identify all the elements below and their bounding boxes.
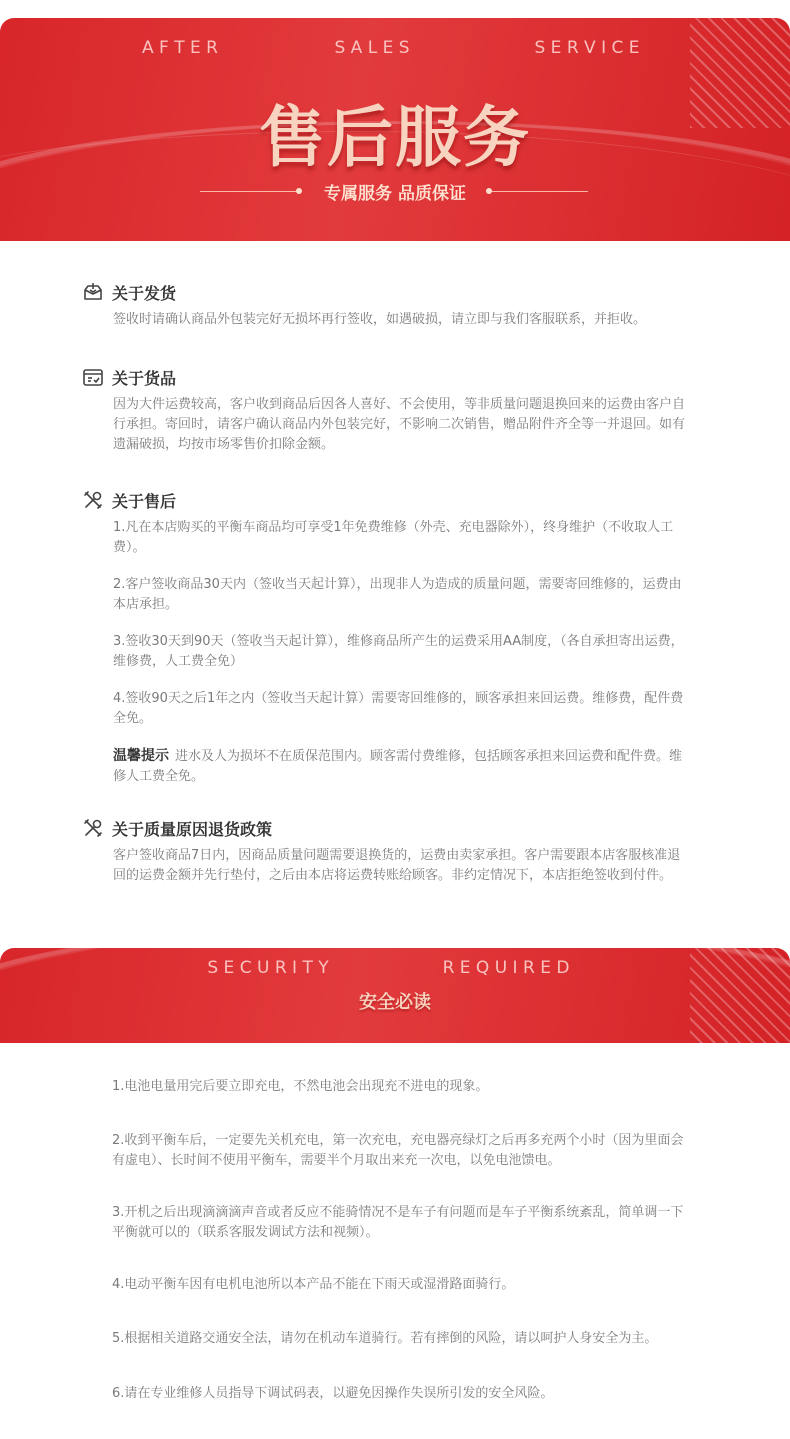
- banner-subtitle: 专属服务 品质保证: [324, 184, 466, 204]
- section-paragraph: 因为大件运费较高，客户收到商品后因各人喜好、不会使用，等非质量问题退换回来的运费由客户自行承担。寄回时，请客户确认商品内外包装完好，不影响二次销售，赠品附件齐全等一并退回。如有遗漏破损，均按市场零售价扣除金额。: [113, 397, 686, 452]
- cart-icon: [82, 366, 104, 388]
- section-title: 关于质量原因退货政策: [112, 819, 273, 839]
- after-sales-banner: [0, 18, 790, 241]
- tools-icon: [82, 489, 104, 511]
- security-title: 安全必读: [359, 992, 431, 1013]
- section-after-sales: [82, 488, 702, 787]
- section-paragraph: 签收时请确认商品外包装完好无损坏再行签收，如遇破损，请立即与我们客服联系，并拒收。: [113, 312, 647, 327]
- tools-icon: [82, 817, 104, 839]
- safety-item: 6.请在专业维修人员指导下调试码表，以避免因操作失误所引发的安全风险。: [112, 1386, 554, 1401]
- warm-tip-text: 进水及人为损坏不在质保范围内。顾客需付费维修，包括顾客承担来回运费和配件费。维修人工费全免。: [113, 749, 683, 784]
- section-paragraph: 2.客户签收商品30天内（签收当天起计算），出现非人为造成的质量问题，需要寄回维修的，运费由本店承担。: [113, 577, 682, 612]
- caption-word: A F T E R: [142, 38, 218, 58]
- security-banner: [0, 948, 790, 1043]
- section-return-policy: [82, 816, 702, 886]
- section-paragraph: 3.签收30天到90天（签收当天起计算），维修商品所产生的运费采用AA制度，（各自承担寄出运费，维修费，人工费全免）: [113, 634, 684, 669]
- page-title: 售后服务: [259, 99, 531, 176]
- safety-item: 2.收到平衡车后，一定要先关机充电，第一次充电，充电器亮绿灯之后再多充两个小时（因为里面会有虚电）、长时间不使用平衡车，需要半个月取出来充一次电，以免电池馈电。: [112, 1133, 684, 1168]
- banner-subtitle-row: [0, 179, 790, 203]
- section-shipping: [82, 280, 702, 330]
- caption-word: S A L E S: [334, 38, 410, 58]
- section-paragraph: 4.签收90天之后1年之内（签收当天起计算）需要寄回维修的，顾客承担来回运费。维修费，配件费全免。: [113, 691, 684, 726]
- section-paragraph: 客户签收商品7日内，因商品质量问题需要退换货的，运费由卖家承担。客户需要跟本店客服核准退回的运费金额并先行垫付，之后由本店将运费转账给顾客。非约定情况下，本店拒绝签收到付件。: [113, 848, 681, 883]
- section-paragraph: 1.凡在本店购买的平衡车商品均可享受1年免费维修（外壳、充电器除外），终身维护（不收取人工费）。: [113, 520, 674, 555]
- safety-item: 4.电动平衡车因有电机电池所以本产品不能在下雨天或湿滑路面骑行。: [112, 1277, 515, 1292]
- safety-item: 3.开机之后出现滴滴滴声音或者反应不能骑情况不是车子有问题而是车子平衡系统紊乱，简单调一下平衡就可以的（联系客服发调试方法和视频）。: [112, 1205, 684, 1240]
- section-title: 关于售后: [112, 491, 177, 511]
- warm-tip-label: 温馨提示: [113, 748, 169, 764]
- box-icon: [82, 281, 104, 303]
- section-title: 关于发货: [112, 283, 177, 303]
- section-title: 关于货品: [112, 368, 177, 388]
- safety-item: 1.电池电量用完后要立即充电，不然电池会出现充不进电的现象。: [112, 1079, 489, 1094]
- safety-item: 5.根据相关道路交通安全法，请勿在机动车道骑行。若有摔倒的风险，请以呵护人身安全为主。: [112, 1331, 658, 1346]
- section-goods: [82, 365, 702, 455]
- caption-word: R E Q U I R E D: [442, 958, 570, 978]
- caption-word: S E C U R I T Y: [207, 958, 329, 978]
- caption-word: S E R V I C E: [534, 38, 640, 58]
- warm-tip: [113, 746, 688, 787]
